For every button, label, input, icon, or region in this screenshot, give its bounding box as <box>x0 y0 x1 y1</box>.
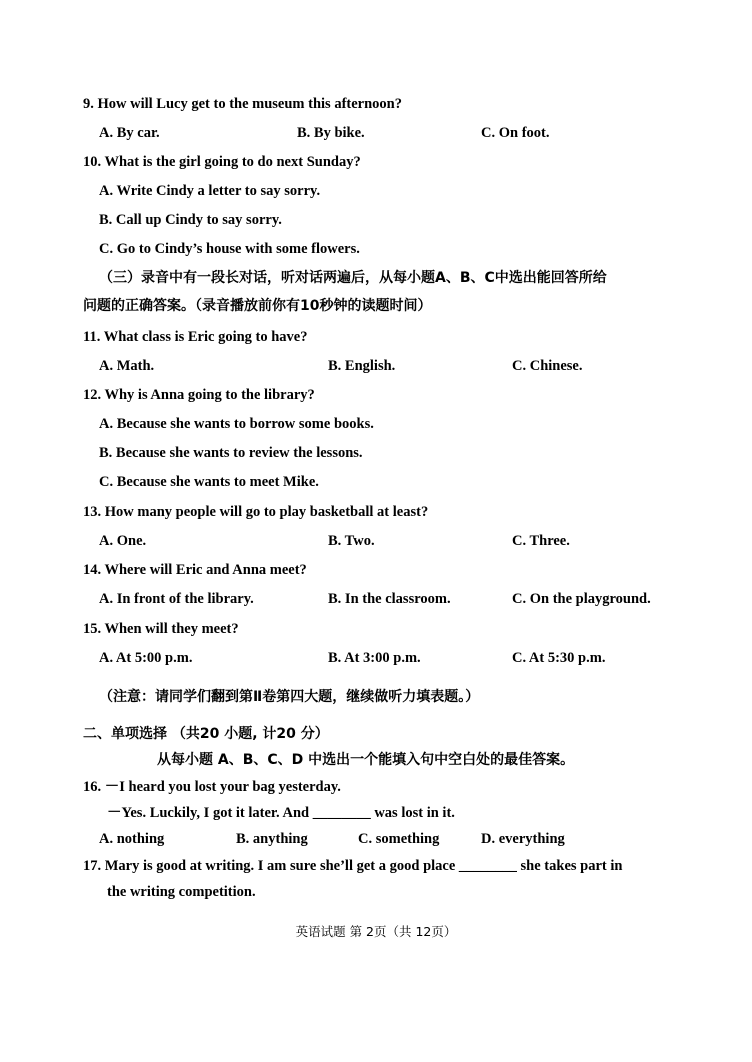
part-2-title: 二、单项选择 （共20 小题, 计20 分） <box>83 726 329 742</box>
question-11-option-a: A. Math. <box>99 358 155 374</box>
question-15-option-a: A. At 5:00 p.m. <box>99 650 193 666</box>
question-12-option-b: B. Because she wants to review the lessons. <box>99 445 363 461</box>
question-15-option-b: B. At 3:00 p.m. <box>328 650 421 666</box>
question-16-line1: 16. －I heard you lost your bag yesterday. <box>83 779 341 795</box>
question-16-option-d: D. everything <box>481 831 565 847</box>
section-3-instruction-line2: 问题的正确答案。（录音播放前你有10秒钟的读题时间） <box>83 298 432 314</box>
question-11-option-c: C. Chinese. <box>512 358 583 374</box>
question-9-stem: 9. How will Lucy get to the museum this afternoon? <box>83 96 402 112</box>
question-12-option-c: C. Because she wants to meet Mike. <box>99 474 319 490</box>
question-16-option-b: B. anything <box>236 831 308 847</box>
question-10-option-c: C. Go to Cindy’s house with some flowers. <box>99 241 360 257</box>
question-14-option-b: B. In the classroom. <box>328 591 451 607</box>
question-16-option-a: A. nothing <box>99 831 165 847</box>
question-15-option-c: C. At 5:30 p.m. <box>512 650 606 666</box>
question-13-option-c: C. Three. <box>512 533 570 549</box>
listening-note: （注意：请同学们翻到第Ⅱ卷第四大题，继续做听力填表题。） <box>99 689 480 705</box>
question-15-stem: 15. When will they meet? <box>83 621 239 637</box>
question-12-option-a: A. Because she wants to borrow some books. <box>99 416 374 432</box>
question-9-option-a: A. By car. <box>99 125 160 141</box>
question-11-stem: 11. What class is Eric going to have? <box>83 329 308 345</box>
question-10-option-a: A. Write Cindy a letter to say sorry. <box>99 183 321 199</box>
question-10-option-b: B. Call up Cindy to say sorry. <box>99 212 282 228</box>
question-11-option-b: B. English. <box>328 358 396 374</box>
question-14-option-a: A. In front of the library. <box>99 591 254 607</box>
question-9-option-b: B. By bike. <box>297 125 365 141</box>
page-footer: 英语试题 第 2页（共 12页） <box>295 924 457 939</box>
part-2-instruction: 从每小题 A、B、C、D 中选出一个能填入句中空白处的最佳答案。 <box>157 752 575 768</box>
question-17-line2: the writing competition. <box>107 884 256 900</box>
question-17-line1: 17. Mary is good at writing. I am sure she’ll get a good place ________ she takes part in <box>83 858 623 874</box>
question-14-option-c: C. On the playground. <box>512 591 651 607</box>
question-13-stem: 13. How many people will go to play basketball at least? <box>83 504 429 520</box>
question-10-stem: 10. What is the girl going to do next Sunday? <box>83 154 361 170</box>
question-9-option-c: C. On foot. <box>481 125 550 141</box>
question-16-option-c: C. something <box>358 831 440 847</box>
question-12-stem: 12. Why is Anna going to the library? <box>83 387 315 403</box>
question-13-option-a: A. One. <box>99 533 147 549</box>
question-16-line2: －Yes. Luckily, I got it later. And ________ was lost in it. <box>107 805 455 821</box>
question-14-stem: 14. Where will Eric and Anna meet? <box>83 562 307 578</box>
question-13-option-b: B. Two. <box>328 533 375 549</box>
section-3-instruction-line1: （三）录音中有一段长对话，听对话两遍后，从每小题A、B、C中选出能回答所给 <box>99 270 607 286</box>
